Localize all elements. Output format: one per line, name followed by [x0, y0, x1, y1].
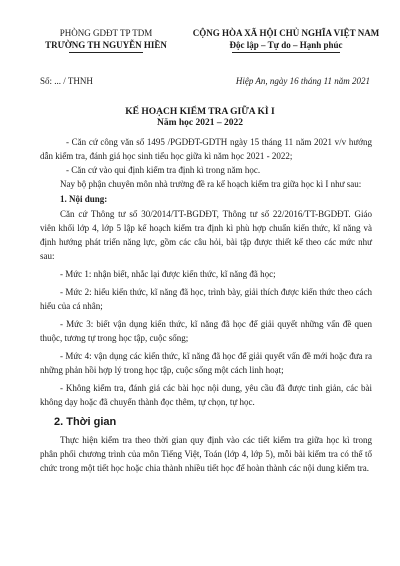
school-name-underline: [69, 52, 143, 53]
level-4-item: - Mức 4: vận dụng các kiến thức, kĩ năng đã học để giải quyết vấn đề mới hoặc đưa ra những phản hồi hợp lý trong học tập, cuộc sống một cách linh hoạt;: [40, 351, 372, 375]
organization-header: [36, 27, 176, 53]
national-motto-underline: [232, 52, 340, 53]
document-date: Hiệp An, ngày 16 tháng 11 năm 2021: [235, 76, 370, 86]
basis-paragraph-1: - Căn cứ công văn số 1495 /PGDĐT-GDTH ngày 15 tháng 11 năm 2021 v/v hướng dẫn kiểm tra, đánh giá học sinh tiểu học giữa kì năm học 2021 - 2022;: [40, 137, 372, 161]
department-name: PHÒNG GDĐT TP TDM: [59, 28, 153, 38]
level-1-item: - Mức 1: nhận biết, nhắc lại được kiến thức, kĩ năng đã học;: [60, 269, 276, 279]
document-body: [40, 135, 372, 475]
national-title: CỘNG HÒA XÃ HỘI CHỦ NGHĨA VIỆT NAM: [192, 28, 380, 38]
intro-paragraph: Nay bộ phận chuyên môn nhà trường đề ra kế hoạch kiểm tra giữa học kì I như sau:: [60, 179, 362, 189]
level-3-item: - Mức 3: biết vận dụng kiến thức, kĩ năng đã học để giải quyết những vấn đề quen thuộc, tương tự trong học tập, cuộc sống;: [40, 319, 372, 343]
content-paragraph: Căn cứ Thông tư số 30/2014/TT-BGDĐT, Thông tư số 22/2016/TT-BGDĐT. Giáo viên khối lớp 4, lớp 5 lập kế hoạch kiểm tra định kì phù hợp chuẩn kiến thức, kĩ năng và định hướng phát triển năng lực, gồm các câu hỏi, bài tập được thiết kế theo các mức như sau:: [40, 209, 372, 261]
document-number: Số: ... / THNH: [40, 76, 93, 86]
time-paragraph: Thực hiện kiểm tra theo thời gian quy định vào các tiết kiểm tra giữa học kì trong phân phối chương trình của môn Tiếng Việt, Toán (lớp 4, lớp 5), mỗi bài kiểm tra có thể tổ chức trong một tiết học hoặc chia thành nhiều tiết học để hoàn thành các nội dung kiểm tra.: [40, 435, 372, 473]
school-name: TRƯỜNG TH NGUYỄN HIỀN: [45, 40, 167, 50]
level-2-item: - Mức 2: hiểu kiến thức, kĩ năng đã học, trình bày, giải thích được kiến thức theo cách hiểu của cá nhân;: [40, 287, 372, 311]
section-1-heading: 1. Nội dung:: [60, 194, 108, 204]
document-subtitle: Năm học 2021 – 2022: [156, 118, 244, 128]
document-title: KẾ HOẠCH KIỂM TRA GIỮA KÌ I: [125, 107, 275, 117]
basis-paragraph-2: - Căn cứ vào qui định kiểm tra định kì trong năm học.: [66, 165, 261, 175]
section-2-heading: 2. Thời gian: [54, 416, 117, 428]
national-header: [188, 27, 384, 53]
note-paragraph: - Không kiểm tra, đánh giá các bài học nội dung, yêu cầu đã được tinh giản, các bài không dạy hoặc đã chuyển thành đọc thêm, tự chọn, tự học.: [40, 383, 372, 407]
national-motto: Độc lập – Tự do – Hạnh phúc: [229, 40, 343, 50]
